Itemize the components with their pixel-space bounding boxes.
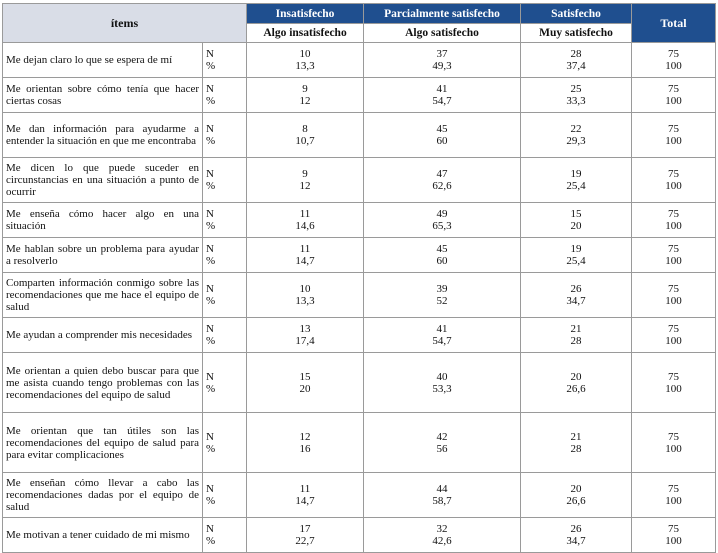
satisfecho-value bbox=[521, 78, 632, 113]
table-row bbox=[3, 318, 716, 353]
insatisfecho-value bbox=[247, 273, 364, 318]
satisfecho-value bbox=[521, 43, 632, 78]
count-value: 11 bbox=[299, 208, 311, 220]
count-value: 41 bbox=[436, 323, 448, 335]
parcialmente-satisfecho-value bbox=[364, 353, 521, 413]
count-value: 21 bbox=[570, 323, 582, 335]
count-value: 28 bbox=[570, 48, 582, 60]
count-value: 75 bbox=[668, 243, 680, 255]
total-value bbox=[632, 113, 716, 158]
total-value bbox=[632, 273, 716, 318]
count-value: 10 bbox=[299, 283, 311, 295]
percent-value: 17,4 bbox=[295, 335, 315, 347]
percent-value: 25,4 bbox=[566, 255, 586, 267]
percent-label: % bbox=[206, 382, 216, 395]
insatisfecho-value bbox=[247, 78, 364, 113]
n-percent-label bbox=[203, 113, 247, 158]
percent-value: 16 bbox=[299, 442, 311, 455]
table-row bbox=[3, 473, 716, 518]
percent-value: 60 bbox=[436, 135, 448, 147]
parcialmente-satisfecho-value bbox=[364, 78, 521, 113]
percent-value: 28 bbox=[570, 442, 582, 455]
count-value: 39 bbox=[436, 283, 448, 295]
count-value: 9 bbox=[302, 168, 308, 180]
percent-label: % bbox=[206, 495, 216, 507]
percent-value: 65,3 bbox=[432, 220, 452, 232]
percent-value: 52 bbox=[436, 295, 448, 307]
count-value: 19 bbox=[570, 243, 582, 255]
count-value: 75 bbox=[668, 48, 680, 60]
n-label: N bbox=[206, 483, 214, 495]
percent-value: 100 bbox=[665, 180, 682, 192]
percent-value: 33,3 bbox=[566, 95, 586, 107]
count-value: 75 bbox=[668, 208, 680, 220]
percent-value: 100 bbox=[665, 60, 682, 72]
n-percent-label bbox=[203, 43, 247, 78]
n-label: N bbox=[206, 83, 214, 95]
n-percent-label bbox=[203, 473, 247, 518]
n-percent-label bbox=[203, 413, 247, 473]
count-value: 45 bbox=[436, 243, 448, 255]
count-value: 75 bbox=[668, 483, 680, 495]
insatisfecho-value bbox=[247, 238, 364, 273]
total-value bbox=[632, 78, 716, 113]
n-label: N bbox=[206, 243, 214, 255]
percent-value: 100 bbox=[665, 255, 682, 267]
percent-value: 22,7 bbox=[295, 535, 315, 547]
item-text: Me enseña cómo hacer algo en una situación bbox=[3, 203, 203, 238]
satisfecho-value bbox=[521, 238, 632, 273]
count-value: 20 bbox=[570, 483, 582, 495]
percent-value: 13,3 bbox=[295, 60, 315, 72]
percent-value: 58,7 bbox=[432, 495, 452, 507]
n-percent-label bbox=[203, 78, 247, 113]
percent-value: 100 bbox=[665, 220, 682, 232]
satisfecho-value bbox=[521, 473, 632, 518]
percent-value: 20 bbox=[299, 382, 311, 395]
table-row bbox=[3, 78, 716, 113]
percent-value: 100 bbox=[665, 95, 682, 107]
count-value: 49 bbox=[436, 208, 448, 220]
total-value bbox=[632, 353, 716, 413]
count-value: 12 bbox=[299, 430, 311, 443]
parcialmente-satisfecho-value bbox=[364, 238, 521, 273]
percent-value: 54,7 bbox=[432, 95, 452, 107]
satisfecho-value bbox=[521, 353, 632, 413]
item-text: Me enseñan cómo llevar a cabo las recomendaciones dadas por el equipo de salud bbox=[3, 473, 203, 518]
percent-value: 29,3 bbox=[566, 135, 586, 147]
percent-label: % bbox=[206, 442, 216, 455]
percent-value: 100 bbox=[665, 535, 682, 547]
percent-value: 20 bbox=[570, 220, 582, 232]
count-value: 75 bbox=[668, 83, 680, 95]
satisfaction-table bbox=[2, 3, 716, 553]
n-percent-label bbox=[203, 158, 247, 203]
total-value bbox=[632, 318, 716, 353]
table-row bbox=[3, 203, 716, 238]
item-text: Me motivan a tener cuidado de mi mismo bbox=[3, 518, 203, 553]
count-value: 10 bbox=[299, 48, 311, 60]
table-row bbox=[3, 158, 716, 203]
count-value: 41 bbox=[436, 83, 448, 95]
insatisfecho-value bbox=[247, 353, 364, 413]
parcialmente-satisfecho-value bbox=[364, 113, 521, 158]
count-value: 15 bbox=[570, 208, 582, 220]
count-value: 75 bbox=[668, 168, 680, 180]
total-value bbox=[632, 203, 716, 238]
table-row bbox=[3, 518, 716, 553]
insatisfecho-value bbox=[247, 43, 364, 78]
n-label: N bbox=[206, 283, 214, 295]
item-text: Me hablan sobre un problema para ayudar a resolverlo bbox=[3, 238, 203, 273]
count-value: 75 bbox=[668, 370, 680, 383]
percent-value: 100 bbox=[665, 135, 682, 147]
total-value bbox=[632, 238, 716, 273]
n-percent-label bbox=[203, 273, 247, 318]
percent-label: % bbox=[206, 535, 216, 547]
satisfecho-value bbox=[521, 518, 632, 553]
insatisfecho-value bbox=[247, 158, 364, 203]
satisfecho-value bbox=[521, 158, 632, 203]
count-value: 75 bbox=[668, 123, 680, 135]
percent-label: % bbox=[206, 295, 216, 307]
item-text: Me orientan sobre cómo tenía que hacer ciertas cosas bbox=[3, 78, 203, 113]
n-label: N bbox=[206, 208, 214, 220]
percent-label: % bbox=[206, 180, 216, 192]
count-value: 13 bbox=[299, 323, 311, 335]
item-text: Me dan información para ayudarme a entender la situación en que me encontraba bbox=[3, 113, 203, 158]
satisfecho-value bbox=[521, 203, 632, 238]
table-row bbox=[3, 238, 716, 273]
percent-label: % bbox=[206, 220, 216, 232]
satisfecho-value bbox=[521, 273, 632, 318]
subheader-muy-satisfecho: Muy satisfecho bbox=[521, 24, 632, 43]
parcialmente-satisfecho-value bbox=[364, 413, 521, 473]
insatisfecho-value bbox=[247, 413, 364, 473]
count-value: 26 bbox=[570, 283, 582, 295]
n-percent-label bbox=[203, 318, 247, 353]
count-value: 20 bbox=[570, 370, 582, 383]
percent-value: 25,4 bbox=[566, 180, 586, 192]
count-value: 32 bbox=[436, 523, 448, 535]
count-value: 37 bbox=[436, 48, 448, 60]
percent-value: 28 bbox=[570, 335, 582, 347]
insatisfecho-value bbox=[247, 318, 364, 353]
table-row bbox=[3, 273, 716, 318]
percent-value: 34,7 bbox=[566, 295, 586, 307]
n-percent-label bbox=[203, 518, 247, 553]
total-value bbox=[632, 413, 716, 473]
insatisfecho-value bbox=[247, 113, 364, 158]
header-satisfecho: Satisfecho bbox=[521, 4, 632, 24]
n-label: N bbox=[206, 168, 214, 180]
item-text: Me ayudan a comprender mis necesidades bbox=[3, 318, 203, 353]
percent-value: 37,4 bbox=[566, 60, 586, 72]
percent-value: 49,3 bbox=[432, 60, 452, 72]
percent-value: 12 bbox=[299, 180, 311, 192]
percent-label: % bbox=[206, 335, 216, 347]
percent-value: 26,6 bbox=[566, 495, 586, 507]
table-row bbox=[3, 353, 716, 413]
items-header: ítems bbox=[3, 4, 247, 43]
count-value: 17 bbox=[299, 523, 311, 535]
parcialmente-satisfecho-value bbox=[364, 518, 521, 553]
percent-value: 14,7 bbox=[295, 495, 315, 507]
n-label: N bbox=[206, 430, 214, 443]
percent-label: % bbox=[206, 135, 216, 147]
n-percent-label bbox=[203, 353, 247, 413]
percent-value: 62,6 bbox=[432, 180, 452, 192]
percent-value: 100 bbox=[665, 495, 682, 507]
count-value: 11 bbox=[299, 483, 311, 495]
count-value: 45 bbox=[436, 123, 448, 135]
table-row bbox=[3, 413, 716, 473]
parcialmente-satisfecho-value bbox=[364, 318, 521, 353]
item-text: Me dejan claro lo que se espera de mí bbox=[3, 43, 203, 78]
satisfecho-value bbox=[521, 318, 632, 353]
total-value bbox=[632, 158, 716, 203]
total-value bbox=[632, 43, 716, 78]
header-parcialmente-satisfecho: Parcialmente satisfecho bbox=[364, 4, 521, 24]
item-text: Me orientan que tan útiles son las recomendaciones del equipo de salud para para evitar complicaciones bbox=[3, 413, 203, 473]
percent-value: 56 bbox=[436, 442, 448, 455]
percent-value: 53,3 bbox=[432, 382, 452, 395]
percent-value: 14,6 bbox=[295, 220, 315, 232]
satisfecho-value bbox=[521, 113, 632, 158]
count-value: 25 bbox=[570, 83, 582, 95]
count-value: 8 bbox=[302, 123, 308, 135]
percent-label: % bbox=[206, 95, 216, 107]
n-label: N bbox=[206, 323, 214, 335]
percent-value: 100 bbox=[665, 442, 682, 455]
percent-value: 10,7 bbox=[295, 135, 315, 147]
percent-value: 100 bbox=[665, 295, 682, 307]
satisfecho-value bbox=[521, 413, 632, 473]
count-value: 22 bbox=[570, 123, 582, 135]
percent-value: 100 bbox=[665, 335, 682, 347]
count-value: 75 bbox=[668, 523, 680, 535]
count-value: 11 bbox=[299, 243, 311, 255]
item-text: Comparten información conmigo sobre las recomendaciones que me hace el equipo de salud bbox=[3, 273, 203, 318]
item-text: Me orientan a quien debo buscar para que me asista cuando tengo problemas con las recomendaciones del equipo de salud bbox=[3, 353, 203, 413]
count-value: 40 bbox=[436, 370, 448, 383]
count-value: 47 bbox=[436, 168, 448, 180]
table-row bbox=[3, 43, 716, 78]
count-value: 21 bbox=[570, 430, 582, 443]
insatisfecho-value bbox=[247, 473, 364, 518]
parcialmente-satisfecho-value bbox=[364, 158, 521, 203]
n-label: N bbox=[206, 48, 214, 60]
count-value: 75 bbox=[668, 323, 680, 335]
count-value: 9 bbox=[302, 83, 308, 95]
subheader-algo-insatisfecho: Algo insatisfecho bbox=[247, 24, 364, 43]
table-row bbox=[3, 113, 716, 158]
count-value: 42 bbox=[436, 430, 448, 443]
percent-value: 34,7 bbox=[566, 535, 586, 547]
percent-value: 54,7 bbox=[432, 335, 452, 347]
percent-value: 13,3 bbox=[295, 295, 315, 307]
count-value: 19 bbox=[570, 168, 582, 180]
n-percent-label bbox=[203, 203, 247, 238]
total-header: Total bbox=[632, 4, 716, 43]
percent-value: 14,7 bbox=[295, 255, 315, 267]
count-value: 26 bbox=[570, 523, 582, 535]
insatisfecho-value bbox=[247, 518, 364, 553]
percent-value: 60 bbox=[436, 255, 448, 267]
count-value: 44 bbox=[436, 483, 448, 495]
percent-label: % bbox=[206, 60, 216, 72]
subheader-algo-satisfecho: Algo satisfecho bbox=[364, 24, 521, 43]
count-value: 75 bbox=[668, 430, 680, 443]
percent-value: 12 bbox=[299, 95, 311, 107]
percent-value: 26,6 bbox=[566, 382, 586, 395]
percent-value: 100 bbox=[665, 382, 682, 395]
count-value: 75 bbox=[668, 283, 680, 295]
item-text: Me dicen lo que puede suceder en circunstancias en una situación a punto de ocurrir bbox=[3, 158, 203, 203]
n-percent-label bbox=[203, 238, 247, 273]
parcialmente-satisfecho-value bbox=[364, 43, 521, 78]
count-value: 15 bbox=[299, 370, 311, 383]
percent-value: 42,6 bbox=[432, 535, 452, 547]
parcialmente-satisfecho-value bbox=[364, 273, 521, 318]
n-label: N bbox=[206, 370, 214, 383]
percent-label: % bbox=[206, 255, 216, 267]
total-value bbox=[632, 473, 716, 518]
insatisfecho-value bbox=[247, 203, 364, 238]
parcialmente-satisfecho-value bbox=[364, 203, 521, 238]
n-label: N bbox=[206, 523, 214, 535]
n-label: N bbox=[206, 123, 214, 135]
total-value bbox=[632, 518, 716, 553]
header-insatisfecho: Insatisfecho bbox=[247, 4, 364, 24]
parcialmente-satisfecho-value bbox=[364, 473, 521, 518]
table-body bbox=[3, 43, 716, 553]
